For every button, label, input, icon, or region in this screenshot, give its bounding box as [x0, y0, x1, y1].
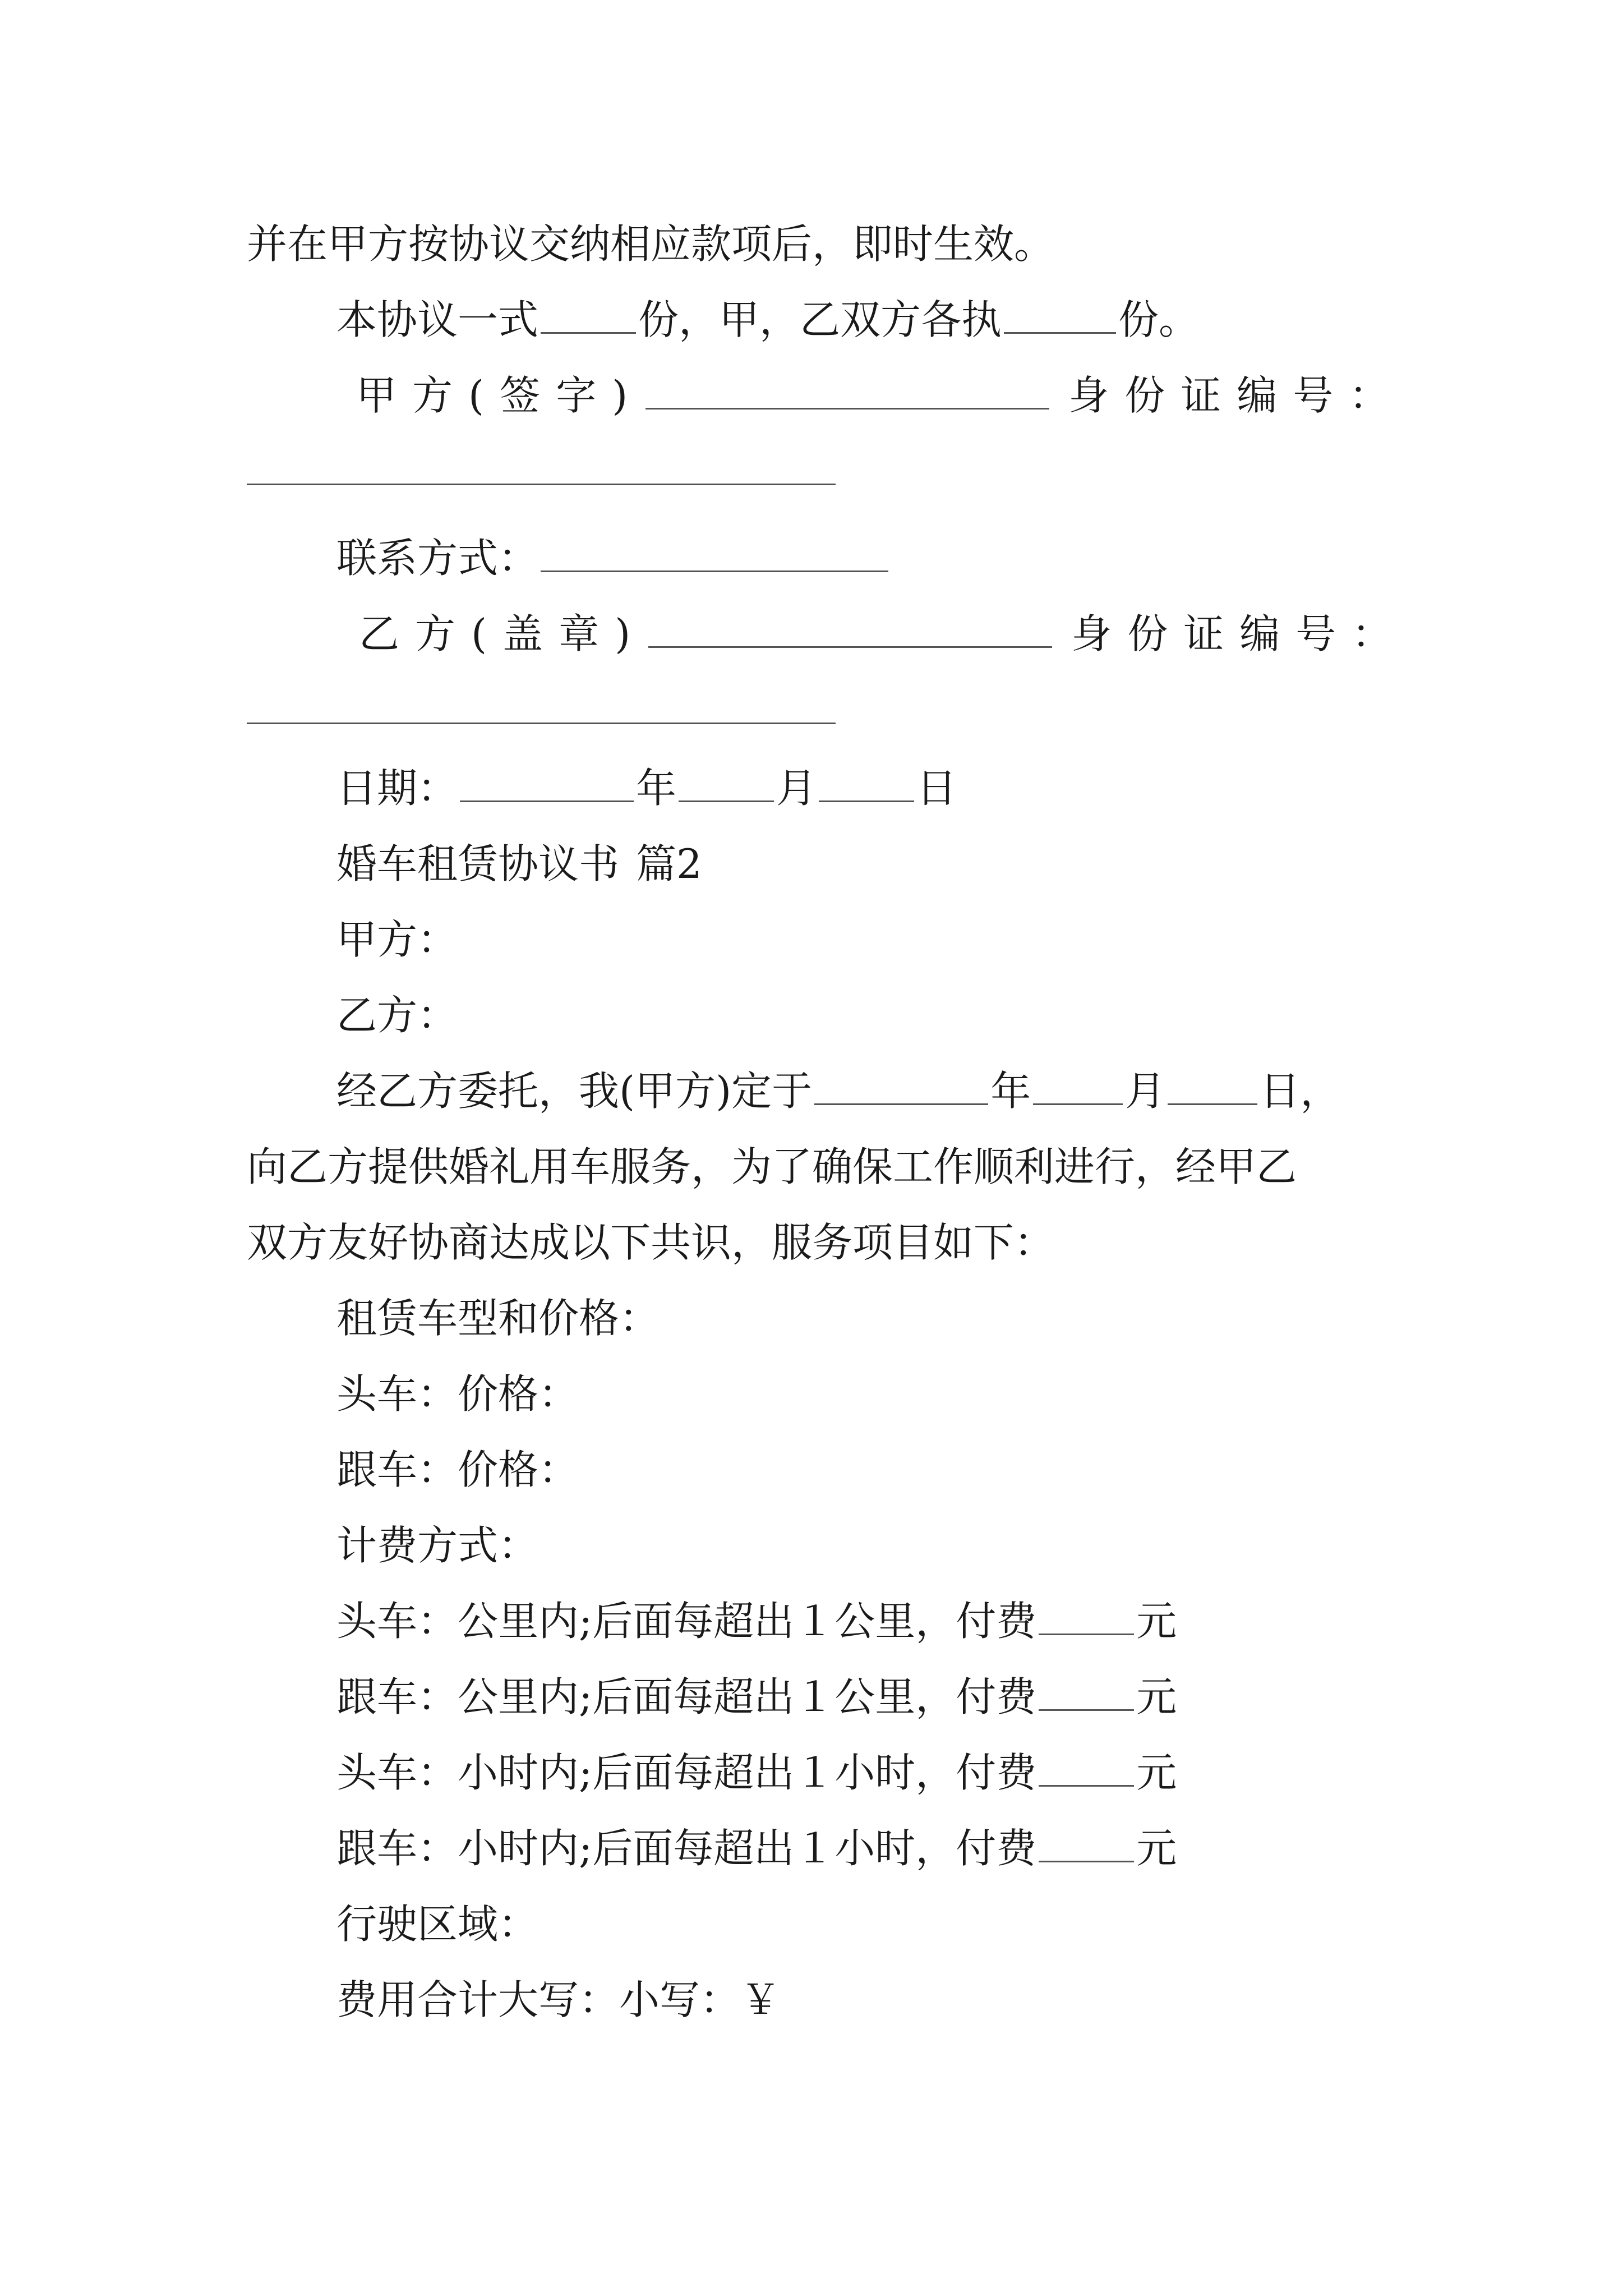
rent-models-line	[336, 1290, 660, 1346]
lead-car-price-label: 头车：价格：	[336, 1370, 579, 1418]
party-b-id-label: 身份证编号：	[1071, 610, 1408, 657]
billing-item-text: 跟车：小时内;后面每超出１小时，付费	[336, 1825, 1037, 1872]
billing-label: 计费方式：	[336, 1522, 539, 1569]
billing-fee-field[interactable]	[1039, 1826, 1134, 1862]
party-a-sign-line	[356, 367, 1405, 424]
effect-text: 并在甲方按协议交纳相应款项后，即时生效。	[247, 220, 1055, 268]
section-part: 篇2	[636, 840, 702, 887]
area-label: 行驶区域：	[336, 1901, 539, 1948]
follow-car-price-label: 跟车：价格：	[336, 1446, 579, 1493]
party-b-id-field[interactable]	[247, 723, 836, 724]
follow-car-price-line	[336, 1442, 579, 1498]
intro-line-3-text: 双方友好协商达成以下共识，服务项目如下：	[247, 1219, 1055, 1266]
billing-line	[336, 1517, 538, 1573]
date-year-label: 年	[636, 765, 677, 812]
date-label: 日期：	[336, 765, 458, 812]
copies-clause	[336, 292, 1199, 348]
contact-field[interactable]	[541, 536, 888, 572]
intro-line-2-text: 向乙方提供婚礼用车服务，为了确保工作顺利进行，经甲乙	[247, 1143, 1297, 1190]
party-a-id-field[interactable]	[247, 484, 836, 485]
rent-models-label: 租赁车型和价格：	[336, 1295, 660, 1342]
billing-item	[336, 1745, 1177, 1801]
date-line	[336, 760, 957, 816]
copies-text-a: 本协议一式	[336, 296, 539, 343]
intro-pre: 经乙方委托，我(甲方)定于	[336, 1068, 813, 1115]
lead-car-price-line	[336, 1366, 579, 1422]
party-a-signature-field[interactable]	[645, 373, 1049, 409]
date-month-label: 月	[776, 765, 817, 812]
intro-day-field[interactable]	[1168, 1069, 1257, 1105]
intro-day-label: 日，	[1260, 1068, 1341, 1115]
party-b-line	[336, 987, 458, 1043]
billing-item	[336, 1669, 1177, 1725]
intro-year-field[interactable]	[814, 1069, 988, 1105]
intro-month-field[interactable]	[1033, 1069, 1123, 1105]
total-line	[336, 1972, 781, 2028]
intro-month-label: 月	[1125, 1068, 1166, 1115]
copies-text-b: 份，甲，乙双方各执	[638, 296, 1002, 343]
billing-item-unit: 元	[1136, 1825, 1177, 1872]
billing-item-text: 头车：公里内;后面每超出１公里，付费	[336, 1598, 1037, 1645]
party-b-seal-field[interactable]	[648, 611, 1052, 648]
billing-fee-field[interactable]	[1039, 1599, 1134, 1635]
party-a-line	[336, 912, 458, 968]
party-b-seal-line	[359, 606, 1408, 662]
total-label: 费用合计大写：小写：￥	[336, 1976, 781, 2023]
contact-label: 联系方式：	[336, 535, 539, 582]
intro-year-label: 年	[990, 1068, 1031, 1115]
party-a-sign-label: 甲方(签字)	[356, 372, 644, 419]
intro-line-1	[336, 1063, 1340, 1119]
party-b-label: 乙方：	[336, 992, 458, 1039]
billing-item-unit: 元	[1136, 1673, 1177, 1720]
area-line	[336, 1896, 538, 1952]
date-year-field[interactable]	[460, 766, 634, 802]
copies-each-blank[interactable]	[1004, 297, 1116, 334]
copies-total-blank[interactable]	[541, 297, 636, 334]
billing-item-unit: 元	[1136, 1749, 1177, 1796]
party-a-label: 甲方：	[336, 916, 458, 963]
billing-fee-field[interactable]	[1039, 1750, 1134, 1787]
date-day-field[interactable]	[819, 766, 914, 802]
intro-line-2	[247, 1139, 1297, 1195]
billing-fee-field[interactable]	[1039, 1674, 1134, 1711]
section-title-text: 婚车租赁协议书	[336, 840, 620, 887]
copies-text-c: 份。	[1118, 296, 1200, 343]
billing-item-text: 跟车：公里内;后面每超出１公里，付费	[336, 1673, 1037, 1720]
billing-item	[336, 1593, 1177, 1649]
contact-line	[336, 530, 891, 586]
intro-line-3	[247, 1214, 1054, 1271]
party-a-id-label: 身份证编号：	[1068, 372, 1405, 419]
billing-item-text: 头车：小时内;后面每超出１小时，付费	[336, 1749, 1037, 1796]
billing-item	[336, 1820, 1177, 1876]
date-month-field[interactable]	[679, 766, 774, 802]
effect-clause	[247, 216, 1054, 272]
section-title	[336, 836, 702, 892]
party-b-seal-label: 乙方(盖章)	[359, 610, 647, 657]
date-day-label: 日	[916, 765, 957, 812]
billing-item-unit: 元	[1136, 1598, 1177, 1645]
